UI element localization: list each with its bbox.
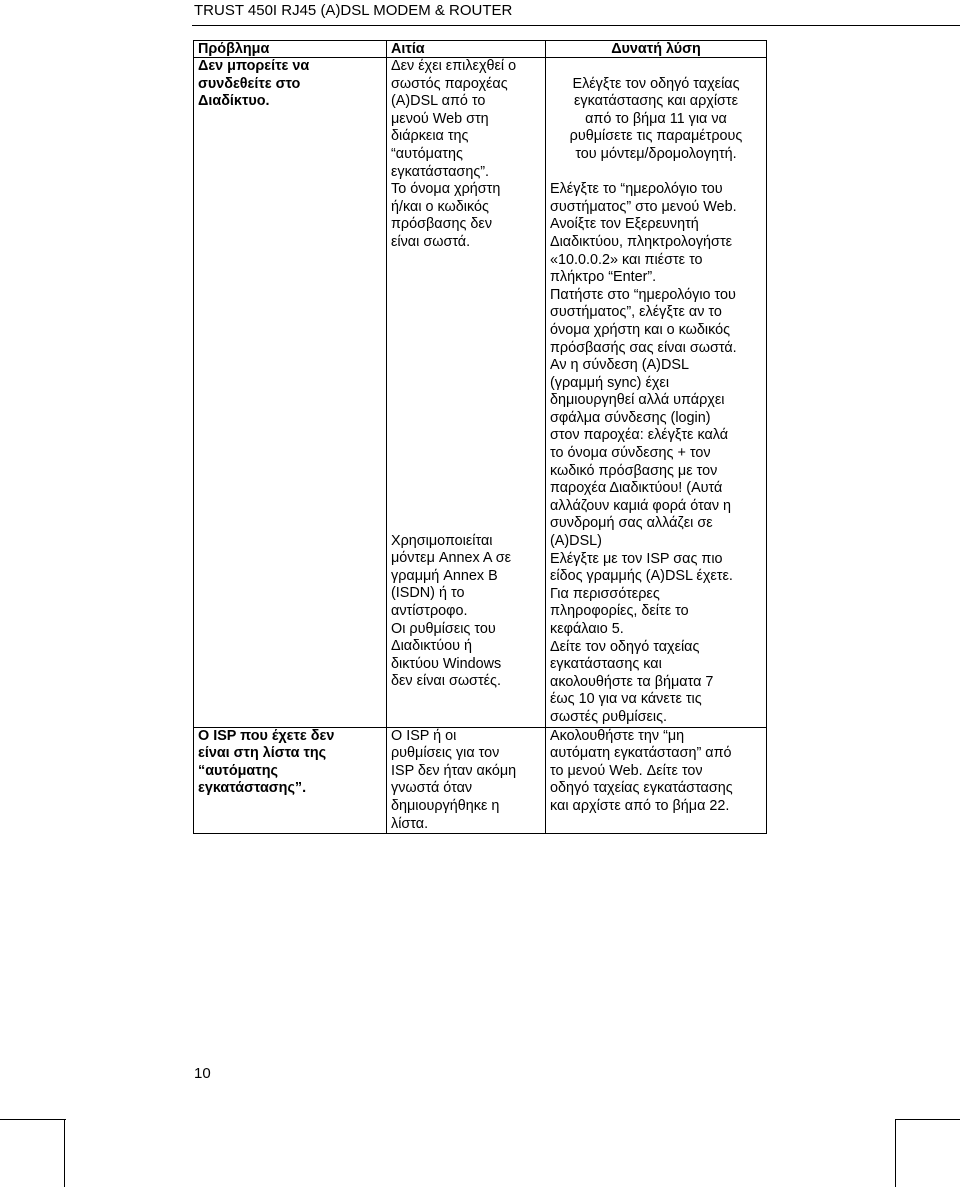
header-rule [192,25,960,26]
cause-text: Δεν έχει επιλεχθεί ο σωστός παροχέας (A)DSL από το μενού Web στη διάρκεια της “αυτόματης εγκατάστασης”. [391,58,517,180]
cause-text: Το όνομα χρήστη ή/και ο κωδικός πρόσβασης δεν είναι σωστά. [391,181,501,250]
solution-cell [546,727,767,834]
cause-text: Οι ρυθμίσεις του Διαδικτύου ή δικτύου Windows δεν είναι σωστές. [391,620,502,690]
solution-text: Ελέγξτε το “ημερολόγιο του συστήματος” στο μενού Web. Ανοίξτε τον Εξερευνητή Διαδικτύου, πληκτρολογήστε «10.0.0.2» και πιέστε το πλήκτρο “Enter”. Πατήστε στο “ημερολόγιο του συστήματος”, ελέγξτε αν το όνομα χρήστη και ο κωδικός πρόσβασής σας είναι σωστά. Αν η σύνδεση (A)DSL (γραμμή sync) έχει δημιουργηθεί αλλά υπάρχει σφάλμα σύνδεσης (login) στον παροχέα: ελέγξτε καλά το όνομα σύνδεσης + τον κωδικό πρόσβασης με τον παροχέα Διαδικτύου! (Αυτά αλλάζουν καμιά φορά όταν η συνδρομή σας αλλάζει σε (A)DSL) [550,181,737,550]
table-row [194,727,767,834]
cause-cell [387,727,546,834]
cell-spacer [550,164,762,182]
solution-text: Δείτε τον οδηγό ταχείας εγκατάστασης και ακολουθήστε τα βήματα 7 έως 10 για να κάνετε τις σωστές ρυθμίσεις. [550,638,714,725]
page-number: 10 [194,1065,211,1082]
cause-text: Ο ISP ή οι ρυθμίσεις για τον ISP δεν ήταν ακόμη γνωστά όταν δημιουργήθηκε η λίστα. [391,727,517,832]
problem-cell [194,727,387,834]
cause-cell [387,58,546,728]
solution-text: Ελέγξτε τον οδηγό ταχείας εγκατάστασης και αρχίστε από το βήμα 11 για να ρυθμίσετε τις παραμέτρους του μόντεμ/δρομολογητή. [569,75,743,162]
solution-text: Ελέγξτε με τον ISP σας πιο είδος γραμμής (A)DSL έχετε. Για περισσότερες πληροφορίες, δείτε το κεφάλαιο 5. [550,550,733,637]
table-row [194,58,767,728]
cause-text: Χρησιμοποιείται μόντεμ Annex A σε γραμμή Annex B (ISDN) ή το αντίστροφο. [391,532,511,619]
problem-text: Δεν μπορείτε να συνδεθείτε στο Διαδίκτυο. [198,58,310,110]
cell-spacer [391,252,541,533]
column-header-cause: Αιτία [387,41,546,58]
crop-mark [64,1119,65,1187]
cell-spacer [550,58,762,76]
crop-mark [895,1119,896,1187]
solution-text: Ακολουθήστε την “μη αυτόματη εγκατάσταση” από το μενού Web. Δείτε τον οδηγό ταχείας εγκατάστασης και αρχίστε από το βήμα 22. [550,727,733,814]
problem-cell [194,58,387,728]
solution-cell [546,58,767,728]
crop-mark [0,1119,66,1120]
column-header-problem: Πρόβλημα [194,41,387,58]
crop-mark [895,1119,960,1120]
column-header-solution: Δυνατή λύση [546,41,767,58]
table-header-row [194,41,767,58]
problem-text: Ο ISP που έχετε δεν είναι στη λίστα της “αυτόματης εγκατάστασης”. [198,727,335,797]
document-header-title: TRUST 450I RJ45 (A)DSL MODEM & ROUTER [194,2,513,19]
troubleshooting-table [193,40,767,834]
